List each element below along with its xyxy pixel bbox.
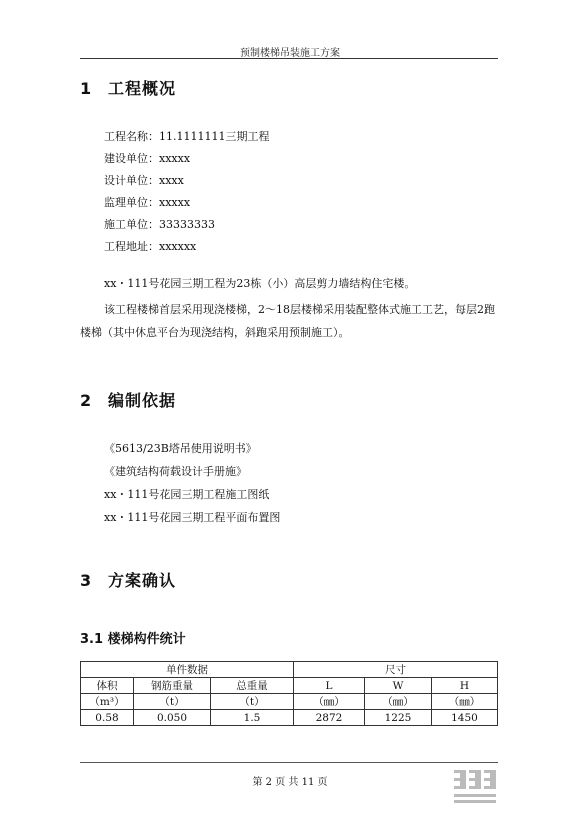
table-cell: 0.050	[134, 710, 211, 726]
table-header-cell: L	[294, 678, 365, 694]
section-number: 1	[80, 79, 93, 98]
header-rule	[80, 58, 498, 59]
supervision-unit: 监理单位：xxxxx	[104, 196, 191, 209]
table-unit-cell: （t）	[211, 694, 294, 710]
subsection-3-1-heading	[80, 628, 186, 647]
basis-item: xx・111号花园三期工程平面布置图	[104, 511, 281, 524]
section-title: 方案确认	[108, 571, 177, 590]
table-cell: 1450	[432, 710, 498, 726]
table-group-header: 尺寸	[294, 662, 498, 678]
table-unit-cell: （㎜）	[365, 694, 432, 710]
table-header-row	[81, 678, 498, 694]
subsection-title: 楼梯构件统计	[107, 632, 186, 647]
section-title: 编制依据	[108, 391, 177, 410]
table-header-cell: 总重量	[211, 678, 294, 694]
table-cell: 0.58	[81, 710, 134, 726]
subsection-number: 3.1	[80, 632, 104, 647]
project-name: 工程名称：11.1111111三期工程	[104, 130, 270, 143]
table-header-cell: W	[365, 678, 432, 694]
basis-item: xx・111号花园三期工程施工图纸	[104, 488, 270, 501]
table-row	[81, 710, 498, 726]
table-group-header: 单件数据	[81, 662, 294, 678]
table-cell: 1225	[365, 710, 432, 726]
table-unit-cell: （t）	[134, 694, 211, 710]
section-number: 2	[80, 391, 93, 410]
contractor-unit: 施工单位：33333333	[104, 218, 215, 231]
company-logo-icon	[452, 768, 498, 808]
table-header-cell: H	[432, 678, 498, 694]
table-group-row	[81, 662, 498, 678]
table-unit-cell: （m³）	[81, 694, 134, 710]
basis-item: 《5613/23B塔吊使用说明书》	[104, 442, 257, 455]
project-address: 工程地址：xxxxxx	[104, 240, 197, 253]
table-cell: 2872	[294, 710, 365, 726]
section-3-heading	[80, 568, 176, 591]
stair-component-table	[80, 661, 498, 726]
table-unit-row	[81, 694, 498, 710]
section-1-heading	[80, 76, 176, 99]
design-unit: 设计单位：xxxx	[104, 174, 184, 187]
table-header-cell: 体积	[81, 678, 134, 694]
section-number: 3	[80, 571, 93, 590]
section-title: 工程概况	[108, 79, 177, 98]
construction-unit: 建设单位：xxxxx	[104, 152, 191, 165]
table-cell: 1.5	[211, 710, 294, 726]
page-number: 第 2 页 共 11 页	[252, 777, 328, 788]
overview-paragraph-2: 该工程楼梯首层采用现浇楼梯，2～18层楼梯采用装配整体式施工工艺，每层2跑楼梯（其中休息平台为现浇结构，斜跑采用预制施工）。	[80, 303, 495, 339]
footer-rule	[80, 762, 498, 763]
table-unit-cell: （㎜）	[294, 694, 365, 710]
table-header-cell: 钢筋重量	[134, 678, 211, 694]
section-2-heading	[80, 388, 176, 411]
page-header: 预制楼梯吊装施工方案	[240, 48, 340, 59]
basis-item: 《建筑结构荷载设计手册施》	[104, 465, 247, 478]
table-unit-cell: （㎜）	[432, 694, 498, 710]
overview-paragraph-1: xx・111号花园三期工程为23栋（小）高层剪力墙结构住宅楼。	[104, 277, 416, 290]
